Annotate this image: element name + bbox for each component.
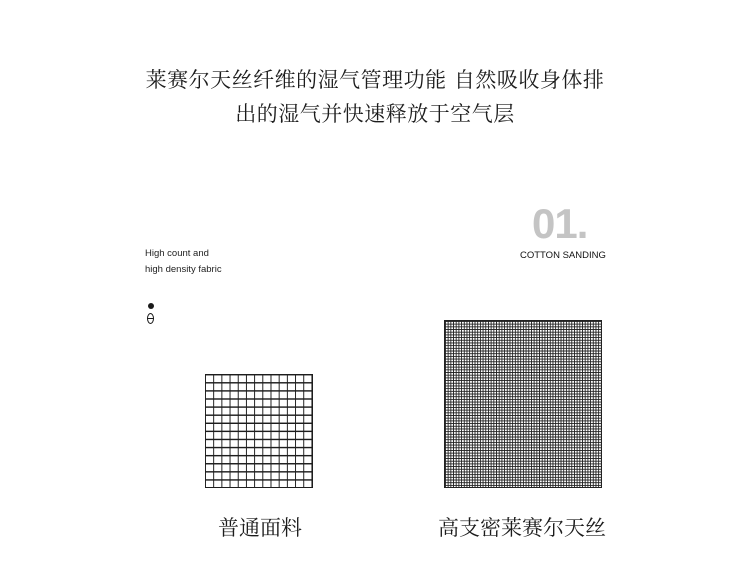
headline-line-2: 出的湿气并快速释放于空气层 xyxy=(235,102,515,126)
side-caption-line-2: high density fabric xyxy=(145,264,222,275)
headline-line-1: 莱赛尔天丝纤维的湿气管理功能 自然吸收身体排 xyxy=(145,68,605,92)
section-number: 01. xyxy=(532,200,588,247)
dense-fabric-grid xyxy=(444,320,602,488)
normal-fabric-grid xyxy=(205,374,313,488)
ring-icon xyxy=(147,313,154,324)
normal-fabric-label: 普通面料 xyxy=(218,516,302,540)
dense-fabric-label: 高支密莱赛尔天丝 xyxy=(438,516,606,540)
bullet-dot-icon xyxy=(148,303,154,309)
section-title: COTTON SANDING xyxy=(520,250,606,261)
side-caption-line-1: High count and xyxy=(145,248,209,259)
